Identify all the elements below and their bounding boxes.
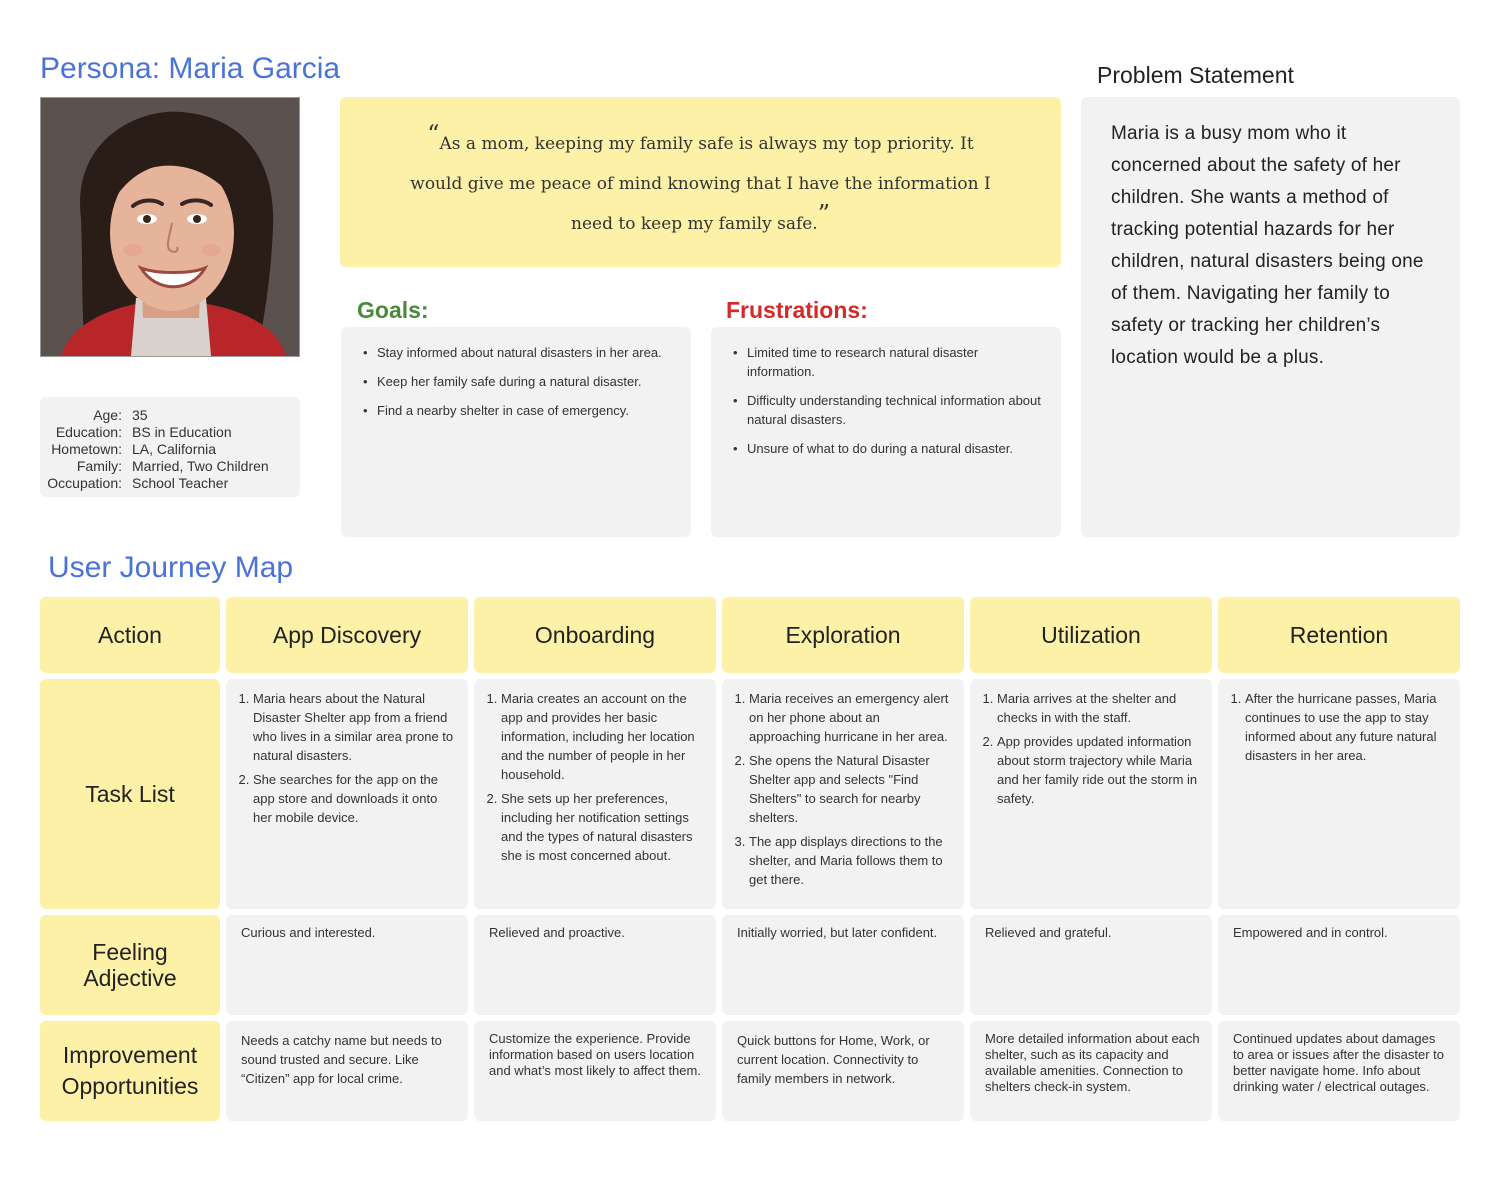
stage-header-onboarding: Onboarding (474, 597, 716, 673)
task-cell-retention (1218, 679, 1460, 909)
task-item: 1. Maria hears about the Natural Disaster Shelter app from a friend who lives in a similar area prone to natural disasters. (253, 689, 458, 765)
detail-education: Education: BS in Education (55, 424, 232, 440)
frustrations-card (711, 327, 1061, 537)
feeling-cell-retention: Empowered and in control. (1218, 915, 1460, 1015)
frustration-item: • Unsure of what to do during a natural disaster. (747, 439, 1047, 458)
stage-header-retention: Retention (1218, 597, 1460, 673)
task-item: 2. She sets up her preferences, including her notification settings and the types of natural disasters she is most concerned about. (501, 789, 706, 865)
task-cell-utilization (970, 679, 1212, 909)
stage-header-app-discovery: App Discovery (226, 597, 468, 673)
detail-hometown: Hometown: LA, California (51, 441, 217, 457)
task-cell-app-discovery (226, 679, 468, 909)
quote-text: As a mom, keeping my family safe is always my top priority. It would give me peace of mind knowing that I have the information I need to keep my family safe. (410, 134, 991, 234)
task-cell-onboarding (474, 679, 716, 909)
journey-corner-label: Action (40, 597, 220, 673)
improvement-cell-exploration: Quick buttons for Home, Work, or current location. Connectivity to family members in network. (722, 1021, 964, 1121)
feeling-cell-onboarding: Relieved and proactive. (474, 915, 716, 1015)
detail-occupation: Occupation: School Teacher (47, 475, 229, 491)
persona-details (40, 397, 300, 497)
journey-map-title: User Journey Map (48, 551, 294, 584)
task-item: 2. App provides updated information about storm trajectory while Maria and her family ride out the storm in safety. (997, 732, 1202, 808)
detail-age: Age: 35 (93, 407, 148, 423)
goal-item: • Keep her family safe during a natural disaster. (377, 372, 677, 391)
stage-header-utilization: Utilization (970, 597, 1212, 673)
frustration-item: • Difficulty understanding technical information about natural disasters. (747, 391, 1047, 429)
problem-statement-text: Maria is a busy mom who it concerned about the safety of her children. She wants a method of tracking potential hazards for her children, natural disasters being one of them. Navigating her family to safety or tracking her children’s location would be a plus. (1111, 123, 1424, 368)
row-label-improvement: Improvement Opportunities (40, 1021, 220, 1121)
task-cell-exploration (722, 679, 964, 909)
row-label-task-list: Task List (40, 679, 220, 909)
task-item: 1. After the hurricane passes, Maria continues to use the app to stay informed about any future natural disasters in her area. (1245, 689, 1450, 765)
task-item: 1. Maria arrives at the shelter and checks in with the staff. (997, 689, 1202, 727)
task-item: 1. Maria receives an emergency alert on her phone about an approaching hurricane in her area. (749, 689, 954, 746)
goals-card (341, 327, 691, 537)
improvement-cell-utilization: More detailed information about each shelter, such as its capacity and available amenities. Connection to shelters check-in system. (970, 1021, 1212, 1121)
persona-title: Persona: Maria Garcia (40, 52, 341, 85)
frustration-item: • Limited time to research natural disaster information. (747, 343, 1047, 381)
persona-photo (40, 97, 300, 357)
task-item: 1. Maria creates an account on the app and provides her basic information, including her location and the number of people in her household. (501, 689, 706, 784)
goal-item: • Find a nearby shelter in case of emergency. (377, 401, 677, 420)
problem-statement-card (1081, 97, 1460, 537)
feeling-cell-utilization: Relieved and grateful. (970, 915, 1212, 1015)
feeling-cell-exploration: Initially worried, but later confident. (722, 915, 964, 1015)
feeling-cell-app-discovery: Curious and interested. (226, 915, 468, 1015)
frustrations-heading: Frustrations: (726, 297, 868, 323)
task-item: 2. She opens the Natural Disaster Shelter app and selects "Find Shelters" to search for nearby shelters. (749, 751, 954, 827)
task-item: 2. She searches for the app on the app store and downloads it onto her mobile device. (253, 770, 458, 827)
persona-quote-card (340, 97, 1061, 267)
goals-heading: Goals: (357, 297, 429, 323)
problem-statement-heading: Problem Statement (1097, 62, 1294, 88)
detail-family: Family: Married, Two Children (76, 458, 269, 474)
persona-quote (400, 120, 1001, 244)
task-item: 3. The app displays directions to the shelter, and Maria follows them to get there. (749, 832, 954, 889)
close-quote-mark: ” (817, 200, 830, 228)
improvement-cell-onboarding: Customize the experience. Provide information based on users location and what’s most likely to affect them. (474, 1021, 716, 1121)
goal-item: • Stay informed about natural disasters in her area. (377, 343, 677, 362)
stage-header-exploration: Exploration (722, 597, 964, 673)
open-quote-mark: “ (427, 120, 440, 148)
row-label-feeling: Feeling Adjective (40, 915, 220, 1015)
improvement-cell-app-discovery: Needs a catchy name but needs to sound trusted and secure. Like “Citizen” app for local crime. (226, 1021, 468, 1121)
improvement-cell-retention: Continued updates about damages to area or issues after the disaster to better navigate home. Info about drinking water / electrical outages. (1218, 1021, 1460, 1121)
